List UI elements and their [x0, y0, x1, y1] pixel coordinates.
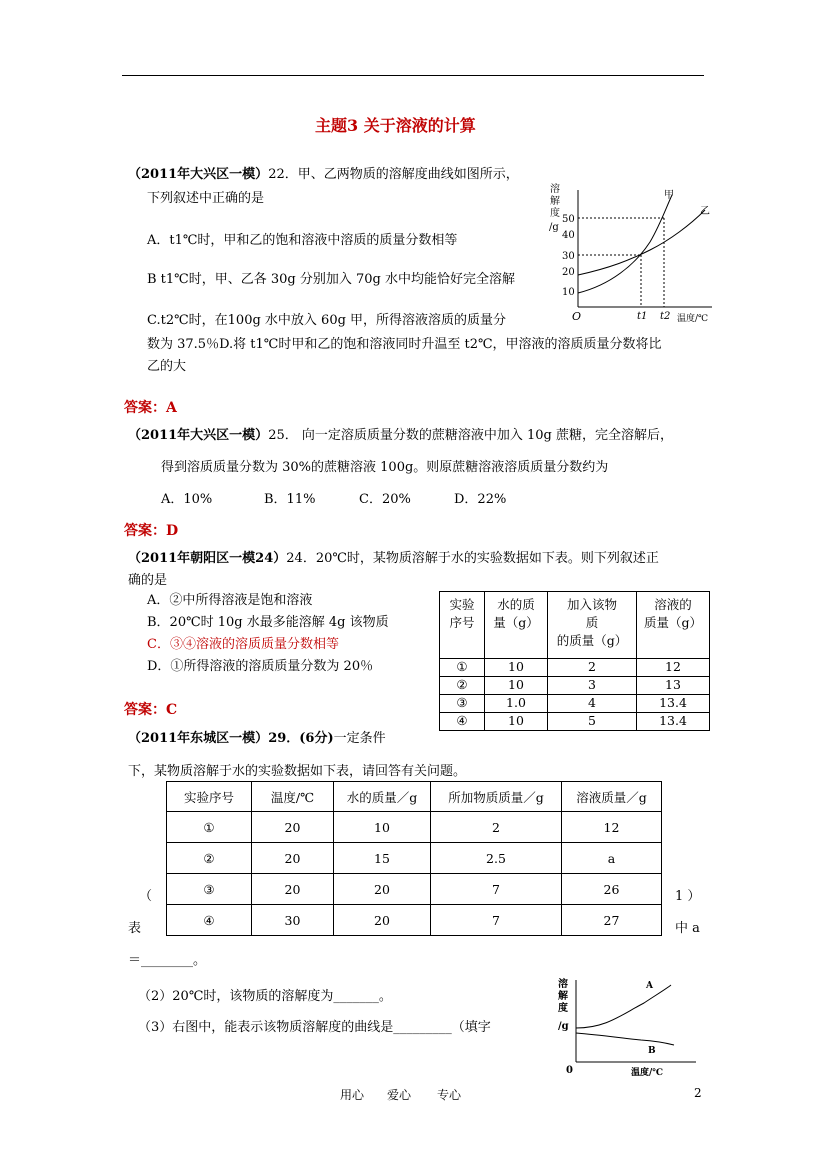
- q1-ylabel-2: 解: [550, 196, 560, 207]
- table-cell: 20: [252, 874, 334, 905]
- q1-ylabel-1: 溶: [550, 184, 560, 195]
- table-cell: 20: [334, 874, 431, 905]
- q4-p1-text-end: 中 a: [675, 921, 700, 936]
- table-cell: 20: [334, 905, 431, 936]
- table-row: [167, 843, 662, 874]
- q1-option-c-line1: C.t2℃时，在100g 水中放入 60g 甲，所得溶液溶质的质量分: [147, 313, 507, 328]
- q4-curve-b: [576, 1033, 674, 1045]
- q2-stem: [128, 424, 673, 443]
- q3-table-header-row: [440, 592, 710, 659]
- table-row: [440, 677, 710, 695]
- q4-series-a: A: [646, 981, 653, 991]
- q4-series-b: B: [648, 1046, 656, 1056]
- table-cell: 20: [252, 843, 334, 874]
- table-cell: ①: [440, 659, 485, 677]
- page-number: 2: [694, 1086, 702, 1100]
- q1-stem: [128, 163, 519, 182]
- q4-ylabel-4: /g: [558, 1021, 569, 1032]
- q3-data-table: [439, 591, 710, 731]
- table-cell: 7: [431, 905, 562, 936]
- table-cell: 2: [548, 659, 637, 677]
- q1-xtick-t2: t2: [660, 311, 671, 322]
- table-cell: 10: [485, 659, 548, 677]
- q2-option-b: B．11%: [264, 492, 316, 507]
- table-cell: 4: [548, 695, 637, 713]
- table-cell: ①: [167, 812, 252, 843]
- q1-stem-text: 22．甲、乙两物质的溶解度曲线如图所示，: [268, 167, 519, 182]
- q1-series-jia: 甲: [664, 190, 674, 201]
- q1-option-c-line2: 数为 37.5％D.将 t1℃时甲和乙的饱和溶液同时升温至 t2℃，甲溶液的溶质质量分数将比: [147, 337, 662, 352]
- q1-option-a: A．t1℃时，甲和乙的饱和溶液中溶质的质量分数相等: [147, 233, 458, 248]
- q1-origin: O: [572, 310, 582, 323]
- q1-answer: 答案：A: [124, 400, 177, 416]
- q4-data-table: [166, 781, 662, 936]
- q4-stem-text: 一定条件: [333, 731, 386, 746]
- q3-th-4: 溶液的 质量（g）: [637, 592, 710, 659]
- table-cell: 12: [562, 812, 662, 843]
- q2-answer: 答案：D: [124, 523, 179, 539]
- q2-source: （2011年大兴区一模）: [128, 428, 269, 443]
- table-row: [440, 713, 710, 731]
- q3-stem-line2: 确的是: [128, 573, 168, 588]
- table-row: [440, 695, 710, 713]
- q3-option-d: D．①所得溶液的溶质质量分数为 20％: [147, 659, 374, 674]
- table-cell: 2: [431, 812, 562, 843]
- q3-th-3: 加入该物 质 的质量（g）: [548, 592, 637, 659]
- q4-part2: （2）20℃时，该物质的溶解度为_______。: [138, 989, 392, 1004]
- q2-option-a: A．10%: [161, 492, 213, 507]
- q3-source: （2011年朝阳区一模24）: [128, 551, 287, 566]
- q4-origin: 0: [566, 1065, 573, 1076]
- q1-option-c-line3: 乙的大: [147, 359, 187, 374]
- q4-xlabel: 温度/℃: [631, 1068, 664, 1078]
- q3-option-b: B．20℃时 10g 水最多能溶解 4g 该物质: [147, 615, 389, 630]
- table-row: [167, 905, 662, 936]
- q3-stem-text: 24．20℃时，某物质溶解于水的实验数据如下表。则下列叙述正: [286, 551, 659, 566]
- q4-ylabel-1: 溶: [558, 979, 568, 990]
- q4-table-header-row: [167, 782, 662, 812]
- table-cell: 3: [548, 677, 637, 695]
- q4-th-4: 所加物质质量／g: [431, 782, 562, 812]
- q1-solubility-chart: [540, 180, 720, 325]
- q4-number: 29．(6分): [268, 731, 334, 746]
- q2-option-d: D．22%: [454, 492, 507, 507]
- q3-stem: [128, 547, 659, 566]
- table-cell: 26: [562, 874, 662, 905]
- table-cell: 13: [637, 677, 710, 695]
- q4-ylabel-3: 度: [558, 1003, 568, 1014]
- q4-part3: （3）右图中，能表示该物质溶解度的曲线是_________（填字: [138, 1020, 491, 1035]
- q1-option-b: B t1℃时，甲、乙各 30g 分别加入 70g 水中均能恰好完全溶解: [147, 272, 515, 287]
- table-cell: 7: [431, 874, 562, 905]
- q1-ytick-20: 20: [562, 267, 575, 278]
- table-cell: 13.4: [637, 695, 710, 713]
- q4-ylabel-2: 解: [558, 991, 568, 1002]
- q4-th-5: 溶液质量／g: [562, 782, 662, 812]
- q2-stem-text: 25． 向一定溶质质量分数的蔗糖溶液中加入 10g 蔗糖，完全溶解后，: [268, 428, 673, 443]
- q3-option-a: A．②中所得溶液是饱和溶液: [147, 593, 313, 608]
- q4-stem: [128, 727, 386, 746]
- q3-option-c: C．③④溶液的溶质质量分数相等: [147, 637, 339, 652]
- q4-th-1: 实验序号: [167, 782, 252, 812]
- q4-p1-open: （: [139, 889, 153, 904]
- table-cell: ③: [167, 874, 252, 905]
- table-cell: ④: [440, 713, 485, 731]
- table-cell: ②: [440, 677, 485, 695]
- q1-ytick-30: 30: [562, 251, 575, 262]
- table-cell: a: [562, 843, 662, 874]
- q1-stem-line2: 下列叙述中正确的是: [147, 191, 265, 206]
- table-cell: 2.5: [431, 843, 562, 874]
- table-row: [167, 812, 662, 843]
- q3-th-2: 水的质 量（g）: [485, 592, 548, 659]
- q2-option-c: C．20%: [359, 492, 411, 507]
- q4-curve-a: [576, 985, 671, 1028]
- table-cell: ②: [167, 843, 252, 874]
- table-cell: 10: [334, 812, 431, 843]
- table-cell: 20: [252, 812, 334, 843]
- q1-xtick-t1: t1: [637, 311, 648, 322]
- q4-th-3: 水的质量／g: [334, 782, 431, 812]
- table-cell: ③: [440, 695, 485, 713]
- table-cell: 15: [334, 843, 431, 874]
- q1-curve-yi: [578, 210, 705, 275]
- q4-th-2: 温度/℃: [252, 782, 334, 812]
- q4-solubility-chart: [556, 975, 706, 1080]
- table-cell: 10: [485, 677, 548, 695]
- q4-p1-num: 1 ）: [675, 889, 701, 904]
- table-row: [440, 659, 710, 677]
- q1-ytick-40: 40: [562, 230, 575, 241]
- q1-xlabel: 温度/℃: [677, 314, 709, 324]
- q1-ytick-10: 10: [562, 287, 575, 298]
- footer-right: 专心: [437, 1088, 462, 1102]
- q3-th-1: 实验 序号: [440, 592, 485, 659]
- q1-ylabel-3: 度: [550, 208, 560, 219]
- q4-source: （2011年东城区一模）: [128, 731, 269, 746]
- table-cell: 27: [562, 905, 662, 936]
- footer-mid: 爱心: [387, 1088, 412, 1102]
- q1-source: （2011年大兴区一模）: [128, 167, 269, 182]
- q4-p1-text-start: 表: [128, 921, 142, 936]
- q1-ylabel-4: /g: [549, 222, 559, 233]
- table-cell: 1.0: [485, 695, 548, 713]
- header-rule: [122, 75, 704, 76]
- table-cell: 5: [548, 713, 637, 731]
- table-cell: 10: [485, 713, 548, 731]
- q4-p1-blank: ＝________。: [128, 953, 207, 968]
- q1-series-yi: 乙: [700, 206, 710, 217]
- footer-left: 用心: [340, 1088, 365, 1102]
- page-title: 主题3 关于溶液的计算: [315, 116, 476, 135]
- table-row: [167, 874, 662, 905]
- table-cell: 12: [637, 659, 710, 677]
- q3-answer: 答案：C: [124, 702, 178, 718]
- table-cell: 13.4: [637, 713, 710, 731]
- q2-stem-line2: 得到溶质质量分数为 30%的蔗糖溶液 100g。则原蔗糖溶液溶质质量分数约为: [161, 460, 609, 475]
- q1-ytick-50: 50: [562, 214, 575, 225]
- q1-curve-jia: [578, 195, 672, 293]
- table-cell: 30: [252, 905, 334, 936]
- table-cell: ④: [167, 905, 252, 936]
- q4-stem-line2: 下，某物质溶解于水的实验数据如下表，请回答有关问题。: [128, 764, 467, 779]
